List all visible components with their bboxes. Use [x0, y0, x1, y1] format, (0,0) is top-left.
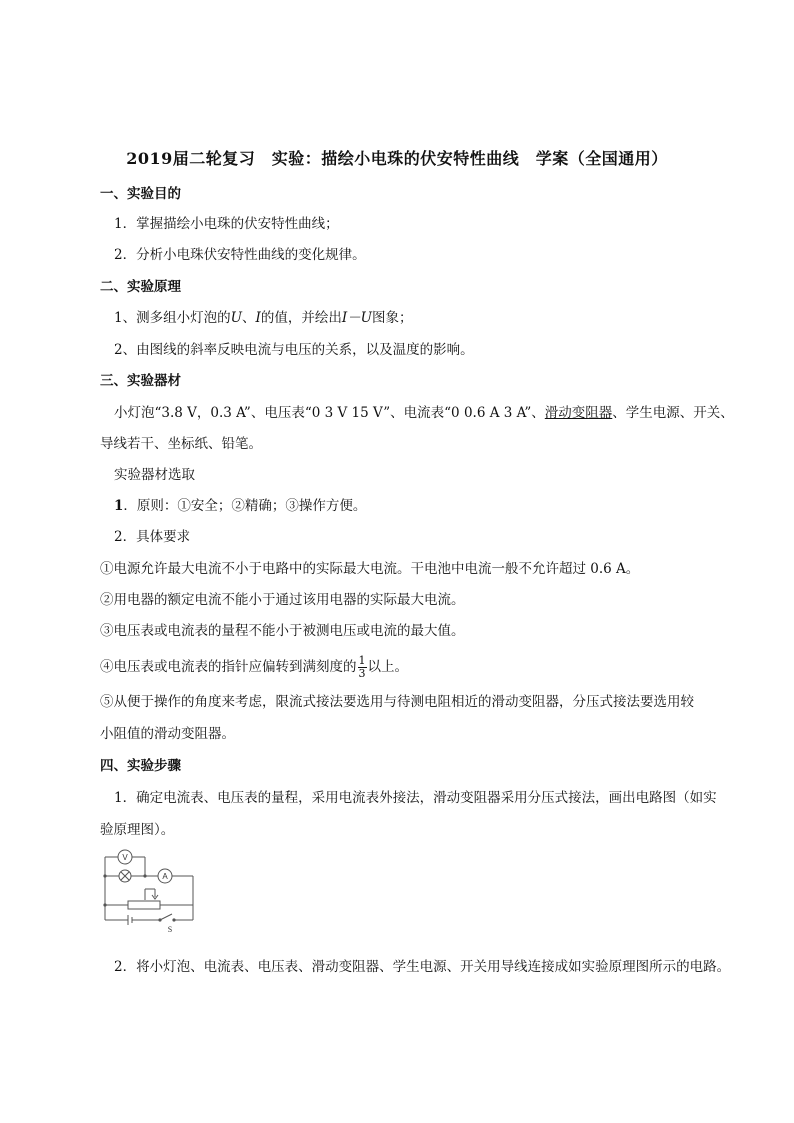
section-heading-equipment: 三、实验器材 [100, 373, 181, 389]
ammeter-label: A [162, 872, 168, 881]
requirement-5-line-1: ⑤从便于操作的角度来考虑，限流式接法要选用与待测电阻相近的滑动变阻器，分压式接法要选用较 [100, 694, 694, 710]
requirement-4-text-a: ④电压表或电流表的指针应偏转到满刻度的 [100, 659, 357, 675]
requirement-3: ③电压表或电流表的量程不能小于被测电压或电流的最大值。 [100, 623, 465, 639]
equipment-selection-title: 实验器材选取 [114, 467, 195, 483]
step-1-line-1: 1．确定电流表、电压表的量程，采用电流表外接法，滑动变阻器采用分压式接法，画出电路图（如实 [114, 790, 717, 806]
principle-number: 1 [114, 498, 124, 514]
equipment-slide-rheostat: 滑动变阻器 [544, 405, 613, 421]
principle-item-1-text-a: 1、测多组小灯泡的 [114, 310, 231, 326]
equipment-line-2: 导线若干、坐标纸、铅笔。 [100, 436, 262, 452]
math-I: I [255, 310, 261, 326]
circuit-node [103, 874, 106, 877]
equipment-principle [114, 496, 366, 516]
step-1-line-2: 验原理图）。 [100, 822, 175, 838]
switch-icon [160, 914, 172, 920]
fraction-numerator: 1 [358, 654, 366, 667]
switch-label: S [167, 925, 173, 933]
requirement-2: ②用电器的额定电流不能小于通过该用电器的实际最大电流。 [100, 592, 465, 608]
page-title: 2019届二轮复习 实验：描绘小电珠的伏安特性曲线 学案（全国通用） [126, 149, 668, 168]
purpose-item-1: 1．掌握描绘小电珠的伏安特性曲线； [114, 216, 339, 232]
step-2: 2．将小灯泡、电流表、电压表、滑动变阻器、学生电源、开关用导线连接成如实验原理图所示的电路。 [114, 959, 731, 975]
circuit-node [143, 874, 146, 877]
purpose-item-2: 2．分析小电珠伏安特性曲线的变化规律。 [114, 247, 366, 263]
section-heading-steps: 四、实验步骤 [100, 758, 181, 774]
equipment-line-1-text-a: 小灯泡“3.8 V，0.3 A”、电压表“0 3 V 15 V”、电流表“0 0.6 A 3 A”、 [114, 405, 545, 421]
requirement-1: ①电源允许最大电流不小于电路中的实际最大电流。干电池中电流一般不允许超过 0.6 A。 [100, 561, 640, 577]
math-U: U [230, 310, 242, 326]
principle-item-1-sep: 、 [241, 310, 256, 326]
principle-item-1 [114, 308, 413, 328]
requirements-title: 2．具体要求 [114, 529, 191, 545]
circuit-node [172, 918, 175, 921]
section-heading-purpose: 一、实验目的 [100, 186, 181, 202]
circuit-node [103, 903, 106, 906]
principle-item-1-text-b: 的值，并绘出 [260, 310, 342, 326]
principle-item-2: 2、由图线的斜率反映电流与电压的关系，以及温度的影响。 [114, 342, 474, 358]
requirement-4-text-b: 以上。 [367, 659, 408, 675]
voltmeter-label: V [122, 853, 128, 862]
math-I-U: I－U [341, 310, 373, 326]
fraction-one-third [358, 655, 367, 680]
rheostat-icon [128, 901, 160, 909]
section-heading-principle: 二、实验原理 [100, 279, 181, 295]
requirement-4 [100, 655, 408, 680]
circuit-diagram [100, 845, 200, 933]
equipment-line-1-text-b: 、学生电源、开关、 [612, 405, 734, 421]
circuit-node [158, 918, 161, 921]
equipment-line-1 [114, 403, 734, 423]
fraction-denominator: 3 [358, 667, 366, 680]
principle-text: ．原则：①安全；②精确；③操作方便。 [123, 498, 367, 514]
principle-item-1-text-c: 图象； [372, 310, 413, 326]
requirement-5-line-2: 小阻值的滑动变阻器。 [100, 726, 235, 742]
